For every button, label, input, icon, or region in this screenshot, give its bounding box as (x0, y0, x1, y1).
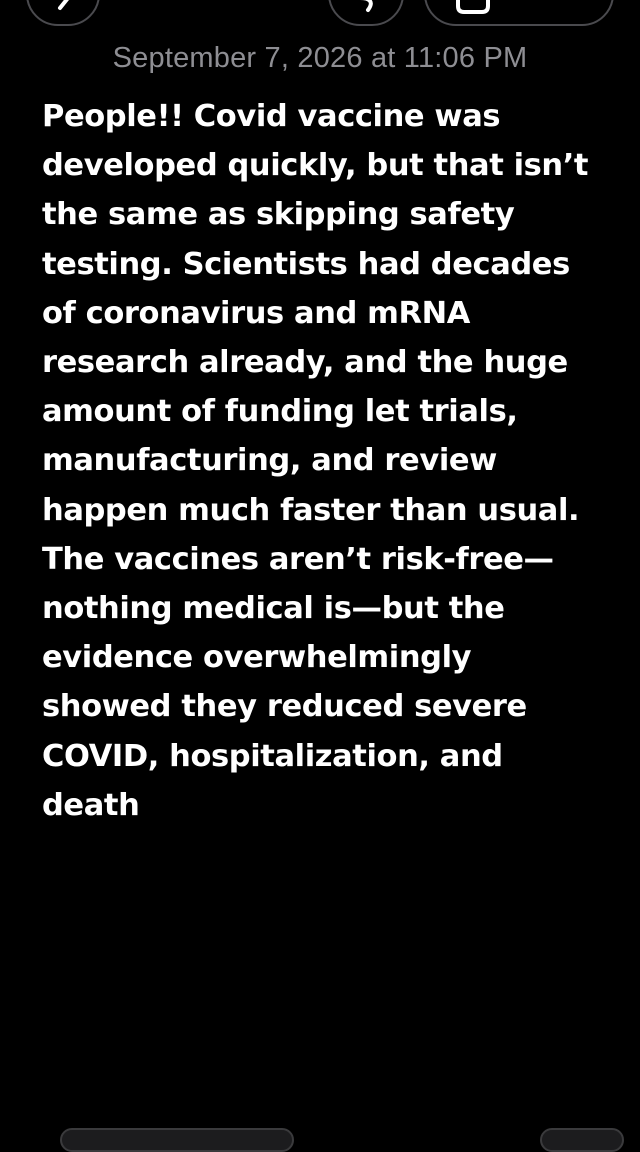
note-timestamp: September 7, 2026 at 11:06 PM (112, 42, 528, 74)
bottom-toolbar-button[interactable] (60, 1128, 294, 1152)
back-button[interactable] (26, 0, 100, 26)
top-toolbar (0, 0, 640, 30)
undo-icon (358, 0, 378, 18)
bottom-toolbar-button[interactable] (540, 1128, 624, 1152)
share-icon (456, 0, 490, 18)
chevron-left-icon (54, 0, 74, 18)
share-button[interactable] (424, 0, 614, 26)
undo-button[interactable] (328, 0, 404, 26)
note-body-text[interactable]: People!! Covid vaccine was developed quickly, but that isn’t the same as skipping safety testing. Scientists had decades of coronavirus and mRNA research already, and the huge amount of funding let trials, manufacturing, and review happen much faster than usual. The vaccines aren’t risk-free—nothing medical is—but the evidence overwhelmingly showed they reduced severe COVID, hospitalization, and death (42, 99, 589, 823)
